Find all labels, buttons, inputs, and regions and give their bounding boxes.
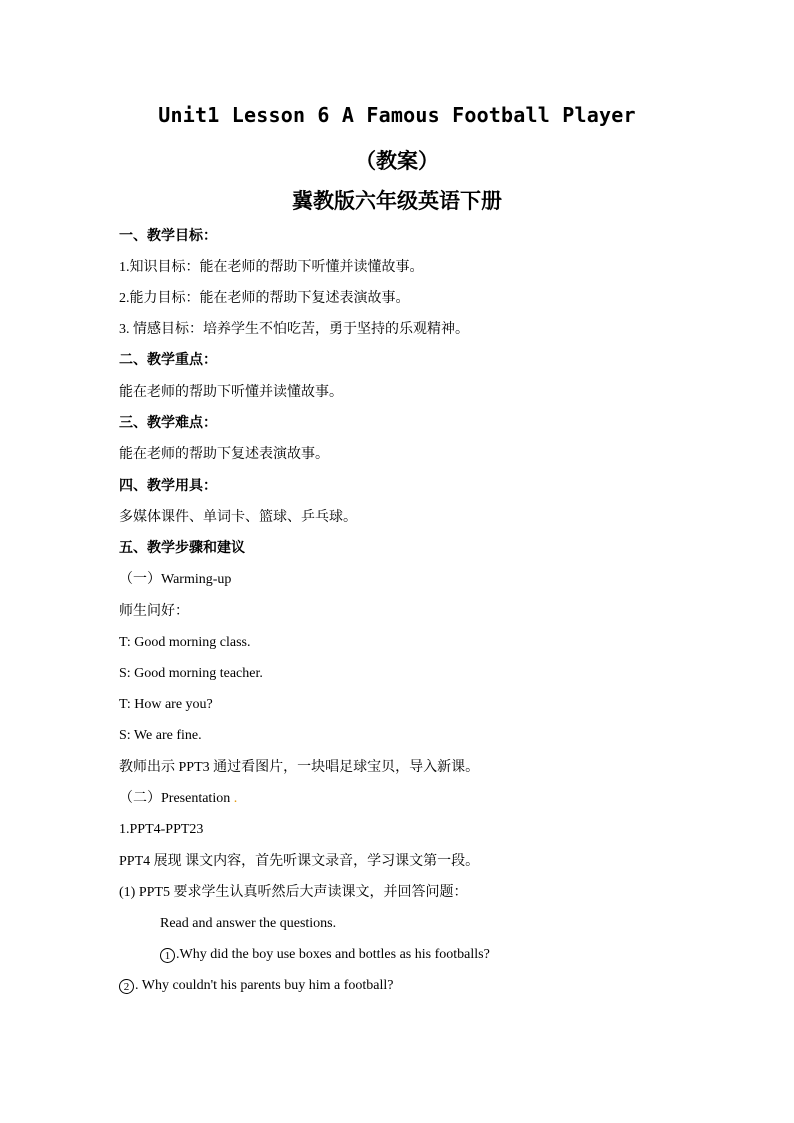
dialogue-line: S: We are fine.	[119, 728, 202, 743]
section-heading-tools: 四、教学用具：	[119, 479, 217, 494]
objective-emotion: 3. 情感目标：培养学生不怕吃苦，勇于坚持的乐观精神。	[119, 322, 469, 337]
question-2	[119, 977, 394, 995]
key-points-text: 能在老师的帮助下听懂并读懂故事。	[119, 385, 343, 400]
circled-number-2: 2	[119, 979, 134, 994]
circled-number-1: 1	[160, 948, 175, 963]
document-title: Unit1 Lesson 6 A Famous Football Player	[158, 103, 636, 127]
ppt5-instruction: (1) PPT5 要求学生认真听然后大声读课文，并回答问题：	[119, 885, 468, 900]
ppt3-instruction: 教师出示 PPT3 通过看图片，一块唱足球宝贝，导入新课。	[119, 760, 480, 775]
ppt4-instruction: PPT4 展现 课文内容，首先听课文录音，学习课文第一段。	[119, 854, 480, 869]
greeting-label: 师生问好：	[119, 604, 189, 619]
document-title-chinese: 冀教版六年级英语下册	[292, 188, 502, 213]
ppt-range: 1.PPT4-PPT23	[119, 822, 204, 837]
tools-text: 多媒体课件、单词卡、篮球、乒乓球。	[119, 510, 357, 525]
document-subtitle: （教案）	[355, 148, 439, 173]
section-heading-objectives: 一、教学目标：	[119, 229, 217, 244]
dialogue-line: T: How are you?	[119, 697, 213, 712]
question-1-text: .Why did the boy use boxes and bottles as his footballs?	[176, 947, 490, 962]
objective-knowledge: 1.知识目标：能在老师的帮助下听懂并读懂故事。	[119, 260, 424, 275]
dialogue-line: T: Good morning class.	[119, 635, 251, 650]
step-presentation-label: （二）Presentation	[119, 791, 231, 806]
step-warming-up: （一）Warming-up	[119, 572, 232, 587]
presentation-dot: .	[233, 791, 238, 806]
read-and-answer: Read and answer the questions.	[160, 916, 337, 931]
difficulties-text: 能在老师的帮助下复述表演故事。	[119, 447, 329, 462]
dialogue-line: S: Good morning teacher.	[119, 666, 263, 681]
question-2-text: . Why couldn't his parents buy him a football?	[135, 978, 394, 993]
section-heading-steps: 五、教学步骤和建议	[119, 541, 245, 556]
step-presentation	[119, 790, 237, 808]
section-heading-difficulties: 三、教学难点：	[119, 416, 217, 431]
question-1	[160, 946, 490, 964]
objective-ability: 2.能力目标：能在老师的帮助下复述表演故事。	[119, 291, 410, 306]
section-heading-key-points: 二、教学重点：	[119, 353, 217, 368]
